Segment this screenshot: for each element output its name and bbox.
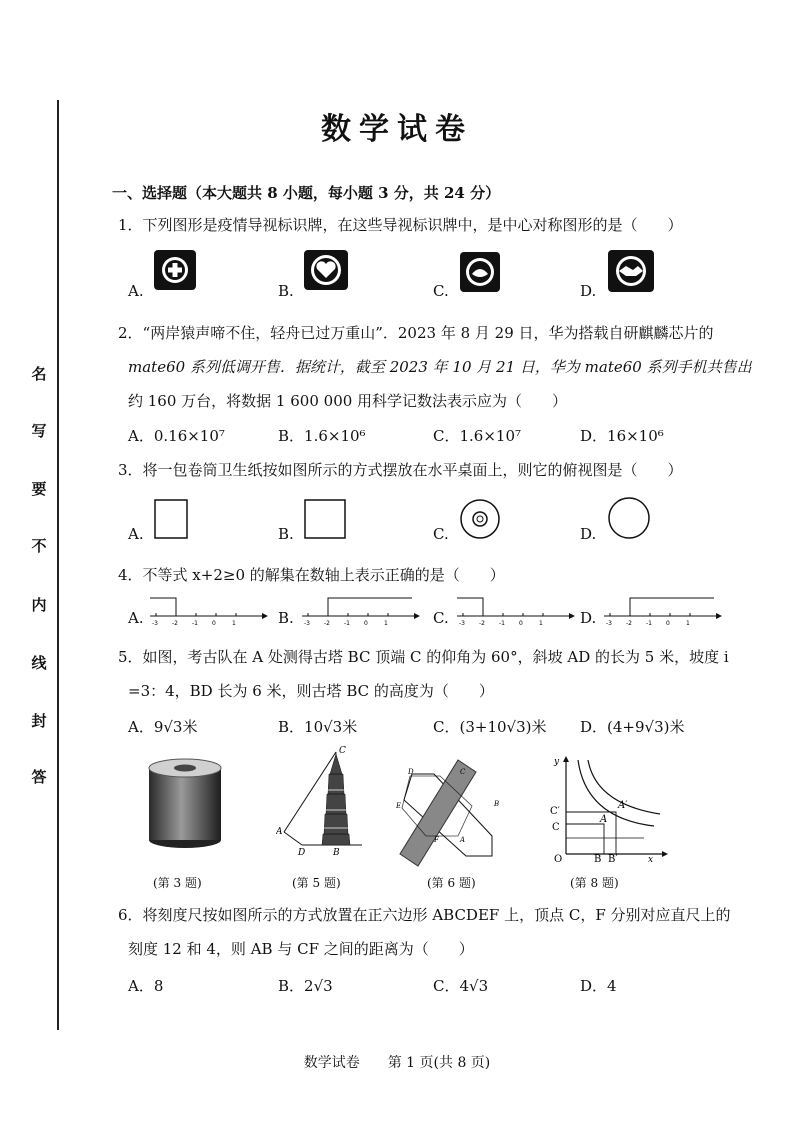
- number-line-tick-label: 0: [666, 620, 670, 626]
- side-char: 线: [31, 654, 47, 672]
- question-5-line-1: 5．如图，考古队在 A 处测得古塔 BC 顶端 C 的仰角为 60°，斜坡 AD 的长为 5 米，坡度 i: [118, 648, 729, 666]
- number-line-tick-label: 1: [686, 620, 690, 626]
- fig5-label-a: A: [276, 827, 283, 837]
- fig8-label-c-prime: C′: [550, 806, 560, 817]
- q1-option-a-label: A.: [128, 282, 144, 300]
- fig8-label-a: A: [600, 814, 608, 825]
- q6-option-c: C．4√3: [433, 977, 489, 995]
- fig8-label-c: C: [552, 822, 560, 833]
- question-6-line-1: 6．将刻度尺按如图所示的方式放置在正六边形 ABCDEF 上，顶点 C，F 分别对应直尺上的: [118, 906, 731, 924]
- number-line-tick-label: 0: [212, 620, 216, 626]
- number-line-tick-label: -2: [626, 620, 632, 626]
- toilet-paper-roll-figure: [140, 752, 230, 852]
- side-char: 封: [31, 712, 47, 730]
- number-line-tick-label: 1: [232, 620, 236, 626]
- q6-option-a: A．8: [128, 977, 164, 995]
- fig8-label-b: B: [594, 854, 602, 864]
- number-line-tick-label: -1: [344, 620, 350, 626]
- fig5-label-d: D: [298, 848, 306, 856]
- fig6-label-e: E: [396, 802, 402, 810]
- question-2-line-3: 约 160 万台，将数据 1 600 000 用科学记数法表示应为（ ）: [128, 392, 568, 410]
- number-line-tick-label: -3: [606, 620, 612, 626]
- number-line-tick-label: -2: [324, 620, 330, 626]
- q2-option-a: A．0.16×10⁷: [128, 427, 225, 445]
- question-1-text: 1．下列图形是疫情导视标识牌，在这些导视标识牌中，是中心对称图形的是（ ）: [118, 216, 683, 234]
- number-line-tick-label: 0: [519, 620, 523, 626]
- fig6-label-f: F: [434, 836, 439, 844]
- fig6-label-b: B: [494, 800, 500, 808]
- question-4-text: 4．不等式 x+2≥0 的解集在数轴上表示正确的是（ ）: [118, 566, 505, 584]
- page-title: 数学试卷: [321, 112, 473, 147]
- q6-option-b: B．2√3: [278, 977, 333, 995]
- number-line-tick-label: -1: [499, 620, 505, 626]
- number-line-tick-label: 1: [539, 620, 543, 626]
- side-char: 不: [31, 537, 47, 555]
- q3-option-d-label: D.: [580, 525, 597, 543]
- q4-option-a-label: A.: [128, 609, 144, 627]
- fig6-label-a: A: [460, 836, 466, 844]
- hyperbola-graph-figure: [544, 752, 674, 864]
- question-5-line-2: =3：4，BD 长为 6 米，则古塔 BC 的高度为（ ）: [128, 682, 494, 700]
- q1-option-b-label: B.: [278, 282, 294, 300]
- handshake-sign-icon: [606, 248, 656, 294]
- fig8-label-a-prime: A′: [618, 800, 628, 811]
- q2-option-d: D．16×10⁶: [580, 427, 664, 445]
- number-line-tick-label: -3: [459, 620, 465, 626]
- number-line-tick-label: -3: [152, 620, 158, 626]
- side-char: 写: [31, 422, 47, 440]
- fig8-label-b-prime: B′: [608, 854, 618, 864]
- q1-option-d-label: D.: [580, 282, 597, 300]
- hexagon-ruler-figure: [396, 756, 502, 872]
- q4-option-b-label: B.: [278, 609, 294, 627]
- fig6-label-d: D: [408, 768, 414, 776]
- number-line-tick-label: -1: [192, 620, 198, 626]
- number-line-tick-label: 0: [364, 620, 368, 626]
- figure-caption: (第 8 题): [570, 876, 619, 890]
- number-line-d: [602, 592, 724, 626]
- concentric-circles-view: [458, 497, 502, 541]
- question-3-text: 3．将一包卷筒卫生纸按如图所示的方式摆放在水平桌面上，则它的俯视图是（ ）: [118, 461, 683, 479]
- figure-caption: (第 3 题): [153, 876, 202, 890]
- number-line-a: [148, 592, 270, 626]
- mask-face-sign-icon: [458, 250, 502, 294]
- q4-option-c-label: C.: [433, 609, 449, 627]
- q4-option-d-label: D.: [580, 609, 597, 627]
- q3-option-c-label: C.: [433, 525, 449, 543]
- fig8-label-y: y: [554, 757, 560, 767]
- ancient-tower-slope-figure: [276, 744, 366, 856]
- figure-caption: (第 5 题): [292, 876, 341, 890]
- q2-option-c: C．1.6×10⁷: [433, 427, 522, 445]
- fig8-label-x: x: [648, 855, 654, 864]
- number-line-tick-label: -1: [646, 620, 652, 626]
- medical-cross-sign-icon: [152, 248, 198, 292]
- number-line-tick-label: -2: [172, 620, 178, 626]
- q6-option-d: D．4: [580, 977, 617, 995]
- side-char: 要: [31, 480, 47, 498]
- page-footer: 数学试卷 第 1 页(共 8 页): [303, 1055, 491, 1071]
- question-2-line-2: mate60 系列低调开售．据统计，截至 2023 年 10 月 21 日，华为 mate60 系列手机共售出: [128, 358, 752, 376]
- number-line-tick-label: 1: [384, 620, 388, 626]
- fig5-label-b: B: [333, 848, 340, 856]
- side-char: 内: [31, 596, 47, 614]
- single-circle-view: [606, 495, 652, 541]
- side-char: 答: [31, 768, 47, 786]
- question-6-line-2: 刻度 12 和 4，则 AB 与 CF 之间的距离为（ ）: [128, 940, 474, 958]
- fig6-label-c: C: [460, 768, 466, 776]
- section-heading: 一、选择题（本大题共 8 小题，每小题 3 分，共 24 分）: [112, 184, 501, 202]
- question-2-line-1: 2．“两岸猿声啼不住，轻舟已过万重山”．2023 年 8 月 29 日，华为搭载自研麒麟芯片的: [118, 324, 714, 342]
- binding-line: [57, 100, 59, 1030]
- number-line-tick-label: -2: [479, 620, 485, 626]
- number-line-c: [455, 592, 577, 626]
- figure-caption: (第 6 题): [427, 876, 476, 890]
- q5-option-c: C．(3+10√3)米: [433, 718, 547, 736]
- q5-option-b: B．10√3米: [278, 718, 358, 736]
- tall-rectangle-view: [152, 497, 192, 541]
- heart-hands-sign-icon: [302, 248, 350, 292]
- side-char: 名: [31, 365, 47, 383]
- fig5-label-c: C: [339, 746, 346, 756]
- q3-option-b-label: B.: [278, 525, 294, 543]
- fig8-label-o: O: [554, 854, 563, 864]
- q5-option-d: D．(4+9√3)米: [580, 718, 685, 736]
- q2-option-b: B．1.6×10⁶: [278, 427, 366, 445]
- square-view: [302, 497, 348, 541]
- number-line-b: [300, 592, 422, 626]
- q3-option-a-label: A.: [128, 525, 144, 543]
- q5-option-a: A．9√3米: [128, 718, 198, 736]
- number-line-tick-label: -3: [304, 620, 310, 626]
- q1-option-c-label: C.: [433, 282, 449, 300]
